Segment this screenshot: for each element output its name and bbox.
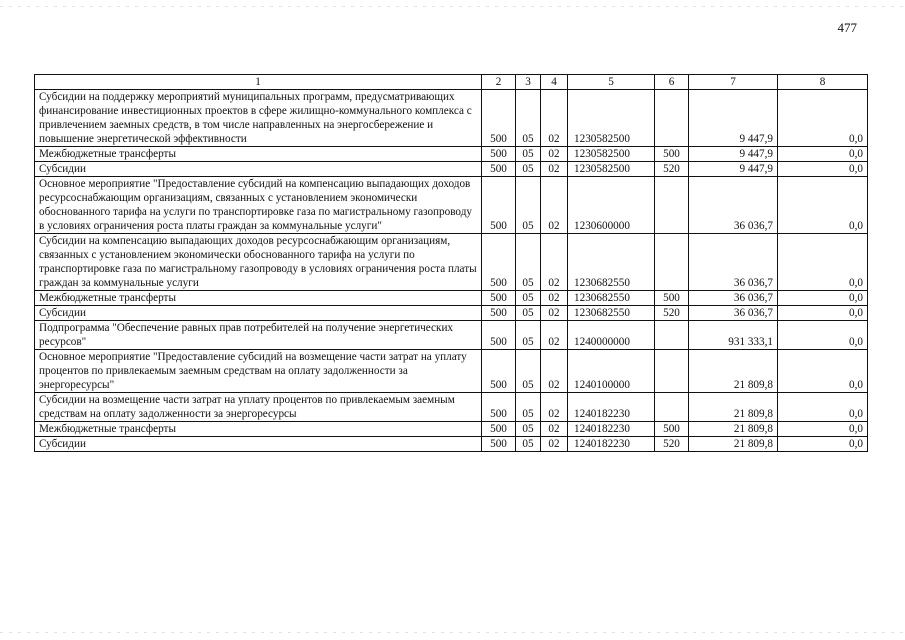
cell-subsection: 02 [541,90,568,147]
cell-expense-type [655,321,689,350]
row-description: Основное мероприятие "Предоставление субсидий на компенсацию выпадающих доходов ресурсоснабжающим организациям, связанных с установлением экономически обоснованного тарифа на услуги по транспортировке газа по магистральному газопроводу в условиях ограничения роста платы граждан за коммунальные услуги" [35,177,482,234]
cell-amount-next: 0,0 [778,437,868,452]
cell-amount: 931 333,1 [689,321,778,350]
cell-target-article: 1230582500 [568,147,655,162]
cell-amount-next: 0,0 [778,90,868,147]
cell-section: 05 [516,306,541,321]
cell-expense-type [655,393,689,422]
table-row [35,177,868,234]
table-row [35,393,868,422]
cell-expense-type: 500 [655,422,689,437]
table-row [35,321,868,350]
cell-ministry-code: 500 [482,291,516,306]
cell-expense-type: 520 [655,306,689,321]
cell-amount-next: 0,0 [778,306,868,321]
table-row [35,234,868,291]
cell-ministry-code: 500 [482,321,516,350]
budget-table [34,74,868,452]
header-row [35,75,868,90]
cell-section: 05 [516,162,541,177]
row-description: Межбюджетные трансферты [35,291,482,306]
cell-expense-type: 500 [655,147,689,162]
cell-target-article: 1230582500 [568,162,655,177]
cell-ministry-code: 500 [482,350,516,393]
cell-target-article: 1230682550 [568,291,655,306]
cell-section: 05 [516,393,541,422]
column-header-5: 5 [568,75,655,90]
table-row [35,437,868,452]
cell-section: 05 [516,90,541,147]
column-header-3: 3 [516,75,541,90]
cell-target-article: 1240000000 [568,321,655,350]
table-row [35,90,868,147]
row-description: Межбюджетные трансферты [35,422,482,437]
cell-expense-type [655,234,689,291]
row-description: Субсидии [35,162,482,177]
cell-ministry-code: 500 [482,162,516,177]
cell-expense-type [655,90,689,147]
cell-amount-next: 0,0 [778,147,868,162]
cell-section: 05 [516,291,541,306]
budget-table-wrapper [34,74,867,452]
table-body [35,90,868,452]
row-description: Субсидии на поддержку мероприятий муниципальных программ, предусматривающих финансирование инвестиционных проектов в сфере жилищно-коммунального комплекса с привлечением заемных средств, в том числе направленных на энергосбережение и повышение энергетической эффективности [35,90,482,147]
cell-subsection: 02 [541,350,568,393]
row-description: Подпрограмма "Обеспечение равных прав потребителей на получение энергетических ресурсов" [35,321,482,350]
cell-amount: 9 447,9 [689,147,778,162]
row-description: Субсидии [35,306,482,321]
cell-subsection: 02 [541,162,568,177]
cell-amount: 21 809,8 [689,437,778,452]
cell-amount: 36 036,7 [689,291,778,306]
cell-subsection: 02 [541,306,568,321]
column-header-4: 4 [541,75,568,90]
cell-section: 05 [516,422,541,437]
cell-target-article: 1230600000 [568,177,655,234]
cell-amount: 36 036,7 [689,177,778,234]
cell-amount: 21 809,8 [689,422,778,437]
table-row [35,422,868,437]
cell-amount: 36 036,7 [689,234,778,291]
cell-amount-next: 0,0 [778,422,868,437]
table-row [35,162,868,177]
scan-artifact-top [0,6,905,7]
cell-amount: 21 809,8 [689,393,778,422]
row-description: Основное мероприятие "Предоставление субсидий на возмещение части затрат на уплату процентов по привлекаемым заемным средствам на оплату задолженности за энергоресурсы" [35,350,482,393]
cell-ministry-code: 500 [482,437,516,452]
row-description: Субсидии на возмещение части затрат на уплату процентов по привлекаемым заемным средствам на оплату задолженности за энергоресурсы [35,393,482,422]
cell-subsection: 02 [541,177,568,234]
cell-amount-next: 0,0 [778,291,868,306]
cell-expense-type: 500 [655,291,689,306]
cell-ministry-code: 500 [482,306,516,321]
cell-target-article: 1230682550 [568,306,655,321]
cell-amount-next: 0,0 [778,321,868,350]
cell-ministry-code: 500 [482,234,516,291]
table-row [35,147,868,162]
cell-subsection: 02 [541,437,568,452]
column-header-8: 8 [778,75,868,90]
cell-amount: 21 809,8 [689,350,778,393]
cell-expense-type [655,177,689,234]
cell-target-article: 1240182230 [568,437,655,452]
row-description: Субсидии на компенсацию выпадающих доходов ресурсоснабжающим организациям, связанных с установлением экономически обоснованного тарифа на услуги по транспортировке газа по магистральному газопроводу в условиях ограничения роста платы граждан за коммунальные услуги [35,234,482,291]
cell-amount: 9 447,9 [689,162,778,177]
cell-subsection: 02 [541,147,568,162]
table-row [35,350,868,393]
cell-target-article: 1240100000 [568,350,655,393]
cell-expense-type: 520 [655,437,689,452]
cell-ministry-code: 500 [482,393,516,422]
column-header-7: 7 [689,75,778,90]
cell-amount-next: 0,0 [778,350,868,393]
cell-expense-type [655,350,689,393]
column-header-2: 2 [482,75,516,90]
cell-target-article: 1230682550 [568,234,655,291]
cell-section: 05 [516,350,541,393]
cell-amount-next: 0,0 [778,393,868,422]
cell-ministry-code: 500 [482,422,516,437]
cell-expense-type: 520 [655,162,689,177]
cell-section: 05 [516,437,541,452]
cell-subsection: 02 [541,393,568,422]
cell-ministry-code: 500 [482,177,516,234]
cell-amount-next: 0,0 [778,177,868,234]
cell-target-article: 1230582500 [568,90,655,147]
row-description: Межбюджетные трансферты [35,147,482,162]
cell-amount-next: 0,0 [778,162,868,177]
cell-ministry-code: 500 [482,147,516,162]
cell-target-article: 1240182230 [568,393,655,422]
cell-ministry-code: 500 [482,90,516,147]
cell-section: 05 [516,321,541,350]
table-row [35,306,868,321]
page-number: 477 [837,20,857,35]
cell-section: 05 [516,147,541,162]
cell-amount: 9 447,9 [689,90,778,147]
cell-amount: 36 036,7 [689,306,778,321]
scan-artifact-bottom [0,632,905,633]
cell-subsection: 02 [541,422,568,437]
cell-subsection: 02 [541,234,568,291]
cell-section: 05 [516,177,541,234]
column-header-1: 1 [35,75,482,90]
row-description: Субсидии [35,437,482,452]
cell-section: 05 [516,234,541,291]
cell-target-article: 1240182230 [568,422,655,437]
cell-subsection: 02 [541,321,568,350]
cell-amount-next: 0,0 [778,234,868,291]
column-header-6: 6 [655,75,689,90]
cell-subsection: 02 [541,291,568,306]
table-row [35,291,868,306]
